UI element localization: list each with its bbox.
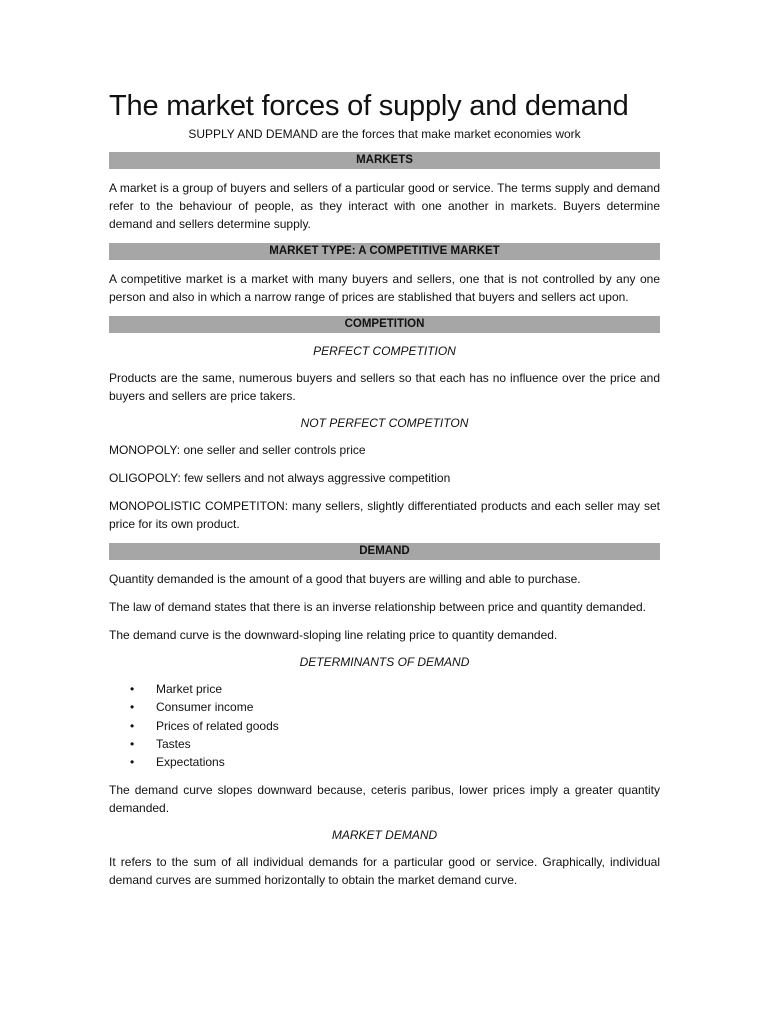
list-item-label: Market price	[156, 682, 223, 696]
market-demand-paragraph: It refers to the sum of all individual demands for a particular good or service. Graphically, individual demand curves are summed horizontally to obtain the market demand curve.	[109, 855, 660, 888]
demand-paragraph-3: The demand curve is the downward-sloping line relating price to quantity demanded.	[109, 628, 558, 642]
list-item	[109, 735, 660, 753]
perfect-competition-heading: PERFECT COMPETITION	[313, 344, 456, 358]
demand-paragraph-2: The law of demand states that there is an inverse relationship between price and quantity demanded.	[109, 600, 646, 614]
section-heading-demand: DEMAND	[109, 543, 660, 560]
market-demand-heading: MARKET DEMAND	[331, 828, 438, 843]
monopolistic-paragraph: MONOPOLISTIC COMPETITON: many sellers, slightly differentiated products and each seller may set price for its own product.	[109, 499, 660, 531]
demand-paragraph-4: The demand curve slopes downward because, ceteris paribus, lower prices imply a greater quantity demanded.	[109, 783, 660, 816]
page-title: The market forces of supply and demand	[109, 90, 629, 122]
market-type-paragraph: A competitive market is a market with many buyers and sellers, one that is not controlled by any one person and also in which a narrow range of prices are stablished that buyers and sellers act upon.	[109, 272, 660, 304]
bullet-icon: •	[130, 718, 135, 733]
perfect-competition-paragraph: Products are the same, numerous buyers and sellers so that each has no influence over the price and buyers and sellers are price takers.	[109, 371, 660, 403]
determinants-list	[109, 680, 660, 771]
list-item-label: Prices of related goods	[156, 718, 279, 733]
list-item	[109, 717, 660, 735]
markets-paragraph: A market is a group of buyers and sellers of a particular good or service. The terms supply and demand refer to the behaviour of people, as they interact with one another in markets. Buyers determine demand and sellers determine supply.	[109, 181, 660, 231]
section-heading-competition: COMPETITION	[109, 316, 660, 333]
section-heading-market-type: MARKET TYPE: A COMPETITIVE MARKET	[109, 243, 660, 260]
list-item	[109, 753, 660, 771]
monopoly-paragraph: MONOPOLY: one seller and seller controls price	[109, 443, 366, 457]
list-item-label: Tastes	[156, 736, 191, 751]
oligopoly-paragraph: OLIGOPOLY: few sellers and not always aggressive competition	[109, 471, 451, 485]
not-perfect-competition-heading: NOT PERFECT COMPETITON	[300, 416, 469, 430]
determinants-heading: DETERMINANTS OF DEMAND	[299, 655, 470, 669]
list-item	[109, 680, 660, 698]
bullet-icon: •	[130, 736, 135, 751]
list-item	[109, 698, 660, 716]
section-heading-markets: MARKETS	[109, 152, 660, 169]
page-subtitle: SUPPLY AND DEMAND are the forces that make market economies work	[188, 127, 581, 141]
bullet-icon: •	[130, 682, 135, 696]
bullet-icon: •	[130, 755, 135, 770]
bullet-icon: •	[130, 700, 135, 715]
document-page	[109, 88, 660, 899]
list-item-label: Consumer income	[156, 700, 254, 715]
demand-paragraph-1: Quantity demanded is the amount of a good that buyers are willing and able to purchase.	[109, 572, 581, 586]
list-item-label: Expectations	[156, 755, 225, 770]
